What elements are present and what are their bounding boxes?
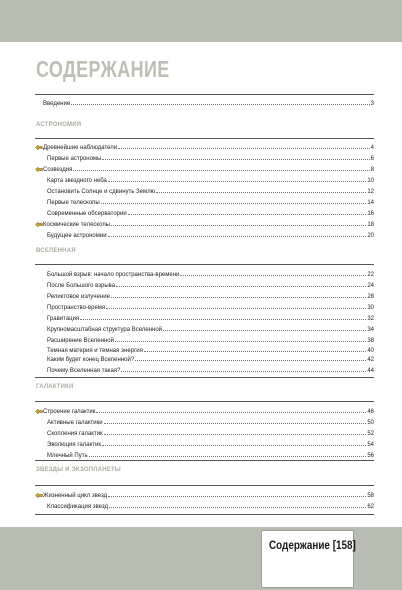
toc-entry-title: Древнейшие наблюдатели — [43, 145, 118, 151]
toc-entry-page: 24 — [367, 283, 374, 289]
pointer-hand-icon — [35, 491, 43, 499]
toc-entry-title: Созвездия — [43, 167, 73, 173]
toc-entry-title: После Большого взрыва — [47, 283, 116, 289]
pointer-hand-icon — [35, 407, 43, 415]
toc-row[interactable] — [35, 152, 374, 162]
toc-row[interactable] — [35, 207, 374, 217]
toc-entry-title: Жизненный цикл звезд — [43, 493, 108, 499]
dot-leader — [80, 319, 366, 320]
toc-row[interactable] — [35, 174, 374, 184]
toc-entry-page: 30 — [367, 305, 374, 311]
toc-row[interactable] — [35, 489, 374, 499]
toc-row[interactable] — [35, 218, 374, 228]
toc-entry-title: Почему Вселенная такая? — [47, 368, 121, 374]
dot-leader — [89, 456, 367, 457]
toc-entry-title: Классификация звезд — [47, 504, 108, 510]
dot-leader — [73, 170, 369, 171]
toc-row[interactable] — [35, 364, 374, 374]
toc-row[interactable] — [35, 141, 374, 151]
dot-leader — [109, 507, 366, 508]
toc-entry-page: 58 — [367, 493, 374, 499]
toc-row[interactable] — [35, 427, 374, 437]
toc-entry-title: Введение — [43, 101, 71, 107]
toc-entry-title: Скопления галактик — [47, 431, 103, 437]
toc-entry-page: 28 — [367, 294, 374, 300]
toc-entry-title: Большой взрыв: начало пространства-времени — [47, 272, 180, 278]
dot-leader — [96, 412, 366, 413]
dot-leader — [108, 181, 366, 182]
dot-leader — [108, 496, 366, 497]
toc-entry-page: 44 — [367, 368, 374, 374]
section-heading-galaxies: ГАЛАКТИКИ — [36, 384, 74, 390]
toc-row[interactable] — [35, 185, 374, 195]
toc-row[interactable] — [35, 416, 374, 426]
toc-entry-page: 34 — [367, 327, 374, 333]
toc-entry-page: 38 — [367, 338, 374, 344]
toc-entry-page: 8 — [370, 167, 374, 173]
toc-entry-page: 46 — [367, 409, 374, 415]
toc-entry-title: Пространство-время — [47, 305, 106, 311]
toc-row[interactable] — [35, 353, 374, 363]
dot-leader — [71, 104, 369, 105]
toc-row[interactable] — [35, 334, 374, 344]
dot-leader — [144, 351, 366, 352]
toc-entry-title: Строение галактик — [43, 409, 96, 415]
dot-leader — [121, 371, 366, 372]
toc-entry-title: Крупномасштабная структура Вселенной — [47, 327, 163, 333]
footer-label: Содержание — [269, 540, 330, 552]
toc-entry-title: Карта звездного неба — [47, 178, 107, 184]
toc-entry-page: 62 — [367, 504, 374, 510]
toc-row[interactable] — [35, 268, 374, 278]
dot-leader — [102, 445, 366, 446]
footer-page-number: [158] — [332, 540, 356, 552]
toc-entry-title: Первые астрономы — [47, 156, 102, 162]
toc-row[interactable] — [35, 163, 374, 173]
toc-entry-page: 18 — [367, 222, 374, 228]
toc-row-intro[interactable] — [35, 97, 374, 107]
toc-row[interactable] — [35, 500, 374, 510]
toc-entry-page: 22 — [367, 272, 374, 278]
dot-leader — [135, 360, 366, 361]
toc-entry-page: 40 — [367, 348, 374, 354]
toc-entry-page: 50 — [367, 420, 374, 426]
dot-leader — [101, 203, 367, 204]
toc-entry-title: Эволюция галактик — [47, 442, 101, 448]
section-block-astronomy — [35, 138, 374, 265]
dot-leader — [115, 341, 366, 342]
section-block-galaxies — [35, 401, 374, 461]
toc-entry-page: 16 — [367, 211, 374, 217]
toc-entry-page: 54 — [367, 442, 374, 448]
toc-entry-title: Темная материя и темная энергия — [47, 348, 143, 354]
page-title: СОДЕРЖАНИЕ — [36, 56, 170, 82]
toc-entry-page: 4 — [370, 145, 374, 151]
toc-entry-title: Расширение Вселенной — [47, 338, 114, 344]
toc-entry-page: 12 — [367, 189, 374, 195]
section-block-universe — [35, 264, 374, 378]
toc-entry-page: 14 — [367, 200, 374, 206]
toc-entry-title: Будущее астрономии — [47, 233, 107, 239]
pointer-hand-icon — [35, 220, 43, 228]
toc-entry-page: 32 — [367, 316, 374, 322]
section-heading-universe: ВСЕЛЕННАЯ — [36, 248, 76, 254]
toc-entry-page: 56 — [367, 453, 374, 459]
dot-leader — [180, 275, 366, 276]
dot-leader — [111, 297, 366, 298]
dot-leader — [104, 423, 367, 424]
toc-row[interactable] — [35, 279, 374, 289]
dot-leader — [102, 159, 369, 160]
dot-leader — [106, 308, 366, 309]
footer-label-text — [269, 540, 356, 552]
toc-entry-title: Реликтовое излучение — [47, 294, 110, 300]
toc-row[interactable] — [35, 438, 374, 448]
dot-leader — [118, 148, 369, 149]
toc-entry-title: Первые телескопы — [47, 200, 100, 206]
toc-row[interactable] — [35, 229, 374, 239]
toc-row[interactable] — [35, 312, 374, 322]
dot-leader — [108, 236, 367, 237]
section-heading-astronomy: АСТРОНОМИЯ — [36, 122, 82, 128]
dot-leader — [116, 286, 366, 287]
pointer-hand-icon — [35, 143, 43, 151]
toc-entry-title: Каким будет конец Вселенной? — [47, 357, 135, 363]
toc-row[interactable] — [35, 449, 374, 459]
toc-entry-title: Современные обсерватории — [47, 211, 127, 217]
dot-leader — [111, 225, 366, 226]
toc-row[interactable] — [35, 196, 374, 206]
toc-entry-page: 52 — [367, 431, 374, 437]
dot-leader — [163, 330, 366, 331]
toc-row[interactable] — [35, 301, 374, 311]
toc-row[interactable] — [35, 323, 374, 333]
top-band — [0, 0, 402, 42]
section-block-stars — [35, 485, 374, 515]
toc-entry-page: 20 — [367, 233, 374, 239]
dot-leader — [156, 192, 366, 193]
toc-entry-title: Космические телескопы — [43, 222, 110, 228]
toc-entry-page: 3 — [370, 101, 374, 107]
toc-entry-page: 6 — [370, 156, 374, 162]
pointer-hand-icon — [35, 165, 43, 173]
footer-page-label — [261, 530, 354, 588]
toc-entry-title: Гравитация — [47, 316, 80, 322]
section-heading-stars: ЗВЕЗДЫ И ЭКЗОПЛАНЕТЫ — [36, 467, 121, 473]
toc-row[interactable] — [35, 405, 374, 415]
toc-entry-title: Млечный Путь — [47, 453, 88, 459]
toc-entry-title: Активные галактики — [47, 420, 103, 426]
toc-entry-page: 42 — [367, 357, 374, 363]
toc-row[interactable] — [35, 290, 374, 300]
dot-leader — [104, 434, 367, 435]
intro-block — [35, 94, 374, 112]
toc-entry-title: Остановить Солнце и сдвинуть Землю — [47, 189, 156, 195]
toc-entry-page: 10 — [367, 178, 374, 184]
dot-leader — [128, 214, 367, 215]
